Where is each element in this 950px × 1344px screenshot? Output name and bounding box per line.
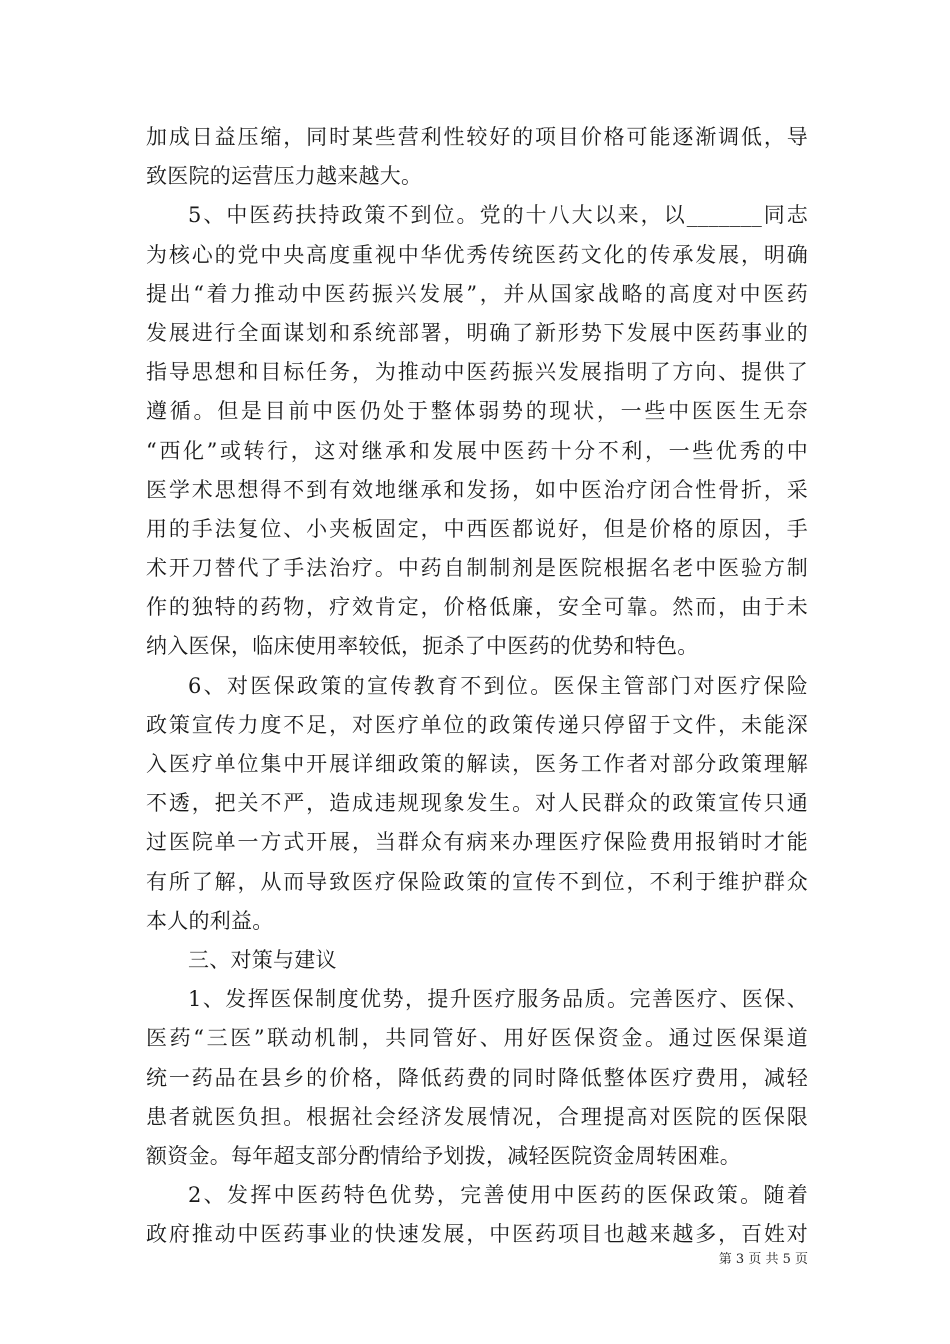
- body-text: [146, 118, 808, 1254]
- text-line: 1、发挥医保制度优势，提升医疗服务品质。完善医疗、医保、: [188, 987, 808, 1012]
- text-line: 加成日益压缩，同时某些营利性较好的项目价格可能逐渐调低，导: [146, 125, 808, 149]
- text-line: “西化”或转行，这对继承和发展中医药十分不利，一些优秀的中: [146, 438, 808, 463]
- text-line: 提出“着力推动中医药振兴发展”，并从国家战略的高度对中医药: [146, 281, 808, 306]
- text-line: 政府推动中医药事业的快速发展，中医药项目也越来越多，百姓对: [146, 1222, 808, 1247]
- text-line: 术开刀替代了手法治疗。中药自制制剂是医院根据名老中医验方制: [146, 556, 808, 581]
- text-line: 为核心的党中央高度重视中华优秀传统医药文化的传承发展，明确: [146, 242, 808, 267]
- text-line: 医药“三医”联动机制，共同管好、用好医保资金。通过医保渠道: [146, 1026, 808, 1051]
- text-line: 入医疗单位集中开展详细政策的解读，医务工作者对部分政策理解: [146, 752, 808, 776]
- page-number: 第 3 页 共 5 页: [718, 1252, 808, 1267]
- text-line: 6、对医保政策的宣传教育不到位。医保主管部门对医疗保险: [188, 673, 808, 698]
- text-line: 有所了解，从而导致医疗保险政策的宣传不到位，不利于维护群众: [146, 869, 808, 894]
- text-line: 用的手法复位、小夹板固定，中西医都说好，但是价格的原因，手: [146, 516, 808, 541]
- text-line: 医学术思想得不到有效地继承和发扬，如中医治疗闭合性骨折，采: [146, 477, 808, 502]
- text-line: 致医院的运营压力越来越大。: [146, 164, 423, 189]
- text-line: 指导思想和目标任务，为推动中医药振兴发展指明了方向、提供了: [146, 360, 808, 385]
- text-line: 5、中医药扶持政策不到位。党的十八大以来，以_______同志: [188, 203, 808, 228]
- text-line: 2、发挥中医药特色优势，完善使用中医药的医保政策。随着: [188, 1183, 808, 1208]
- text-line: 作的独特的药物，疗效肯定，价格低廉，安全可靠。然而，由于未: [146, 595, 808, 620]
- text-line: 额资金。每年超支部分酌情给予划拨，减轻医院资金周转困难。: [146, 1143, 741, 1168]
- text-line: 本人的利益。: [146, 908, 274, 933]
- text-line: 患者就医负担。根据社会经济发展情况，合理提高对医院的医保限: [146, 1104, 808, 1129]
- text-line: 遵循。但是目前中医仍处于整体弱势的现状，一些中医医生无奈: [146, 399, 808, 424]
- text-line: 过医院单一方式开展，当群众有病来办理医疗保险费用报销时才能: [146, 830, 808, 855]
- text-line: 不透，把关不严，造成违规现象发生。对人民群众的政策宣传只通: [146, 791, 808, 816]
- text-line: 政策宣传力度不足，对医疗单位的政策传递只停留于文件，未能深: [146, 712, 808, 737]
- text-line: 三、对策与建议: [188, 947, 337, 972]
- text-line: 统一药品在县乡的价格，降低药费的同时降低整体医疗费用，减轻: [146, 1065, 808, 1090]
- text-line: 发展进行全面谋划和系统部署，明确了新形势下发展中医药事业的: [146, 320, 808, 345]
- text-line: 纳入医保，临床使用率较低，扼杀了中医药的优势和特色。: [146, 634, 699, 659]
